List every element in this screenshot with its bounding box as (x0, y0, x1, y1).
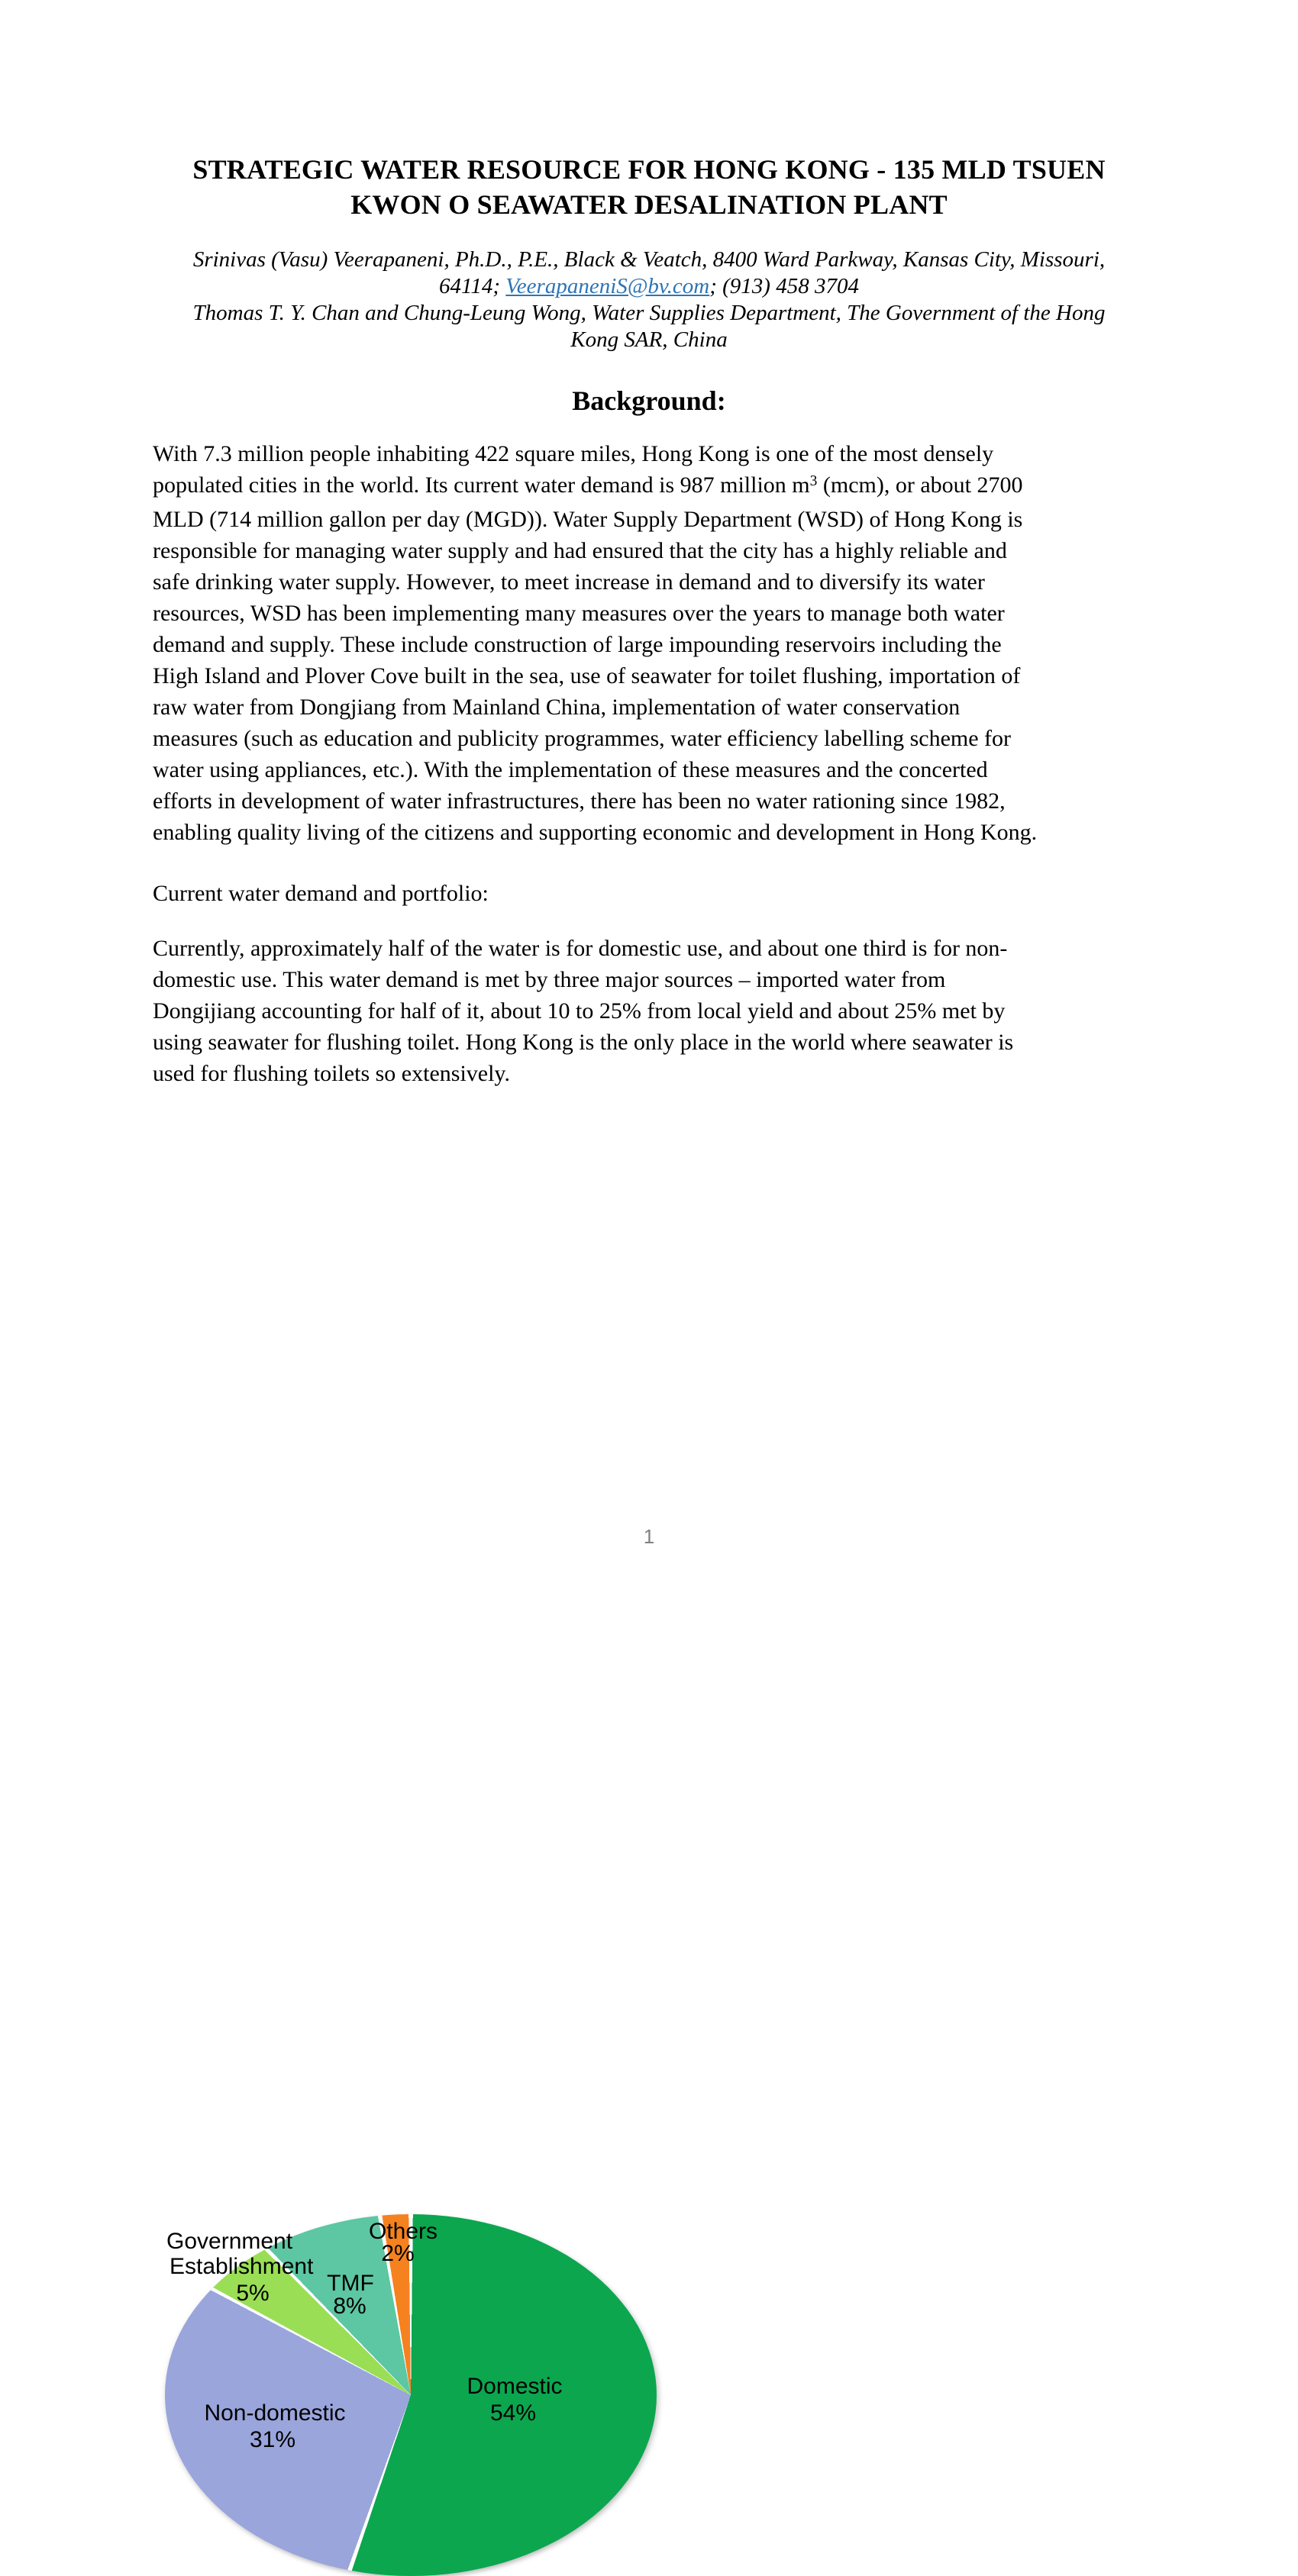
text-line (153, 535, 1168, 566)
text-segment: water using appliances, etc.). With the implementation of these measures and the concerted (153, 757, 988, 782)
pie-label-others: Others (368, 2219, 438, 2244)
text-line (153, 504, 1168, 535)
text-line (153, 964, 1168, 995)
text-line (0, 300, 1298, 327)
text-segment: using seawater for flushing toilet. Hong Kong is the only place in the world where seawater is (153, 1030, 1014, 1055)
text-line (0, 327, 1298, 353)
pie-value-domestic: 54% (489, 2400, 537, 2426)
text-line (0, 247, 1298, 273)
text-line (153, 995, 1168, 1027)
text-segment: efforts in development of water infrastructures, there has been no water rationing since 1982, (153, 788, 1006, 814)
pie-label-tmf: TMF (327, 2271, 374, 2296)
superscript: 3 (809, 473, 818, 490)
text-segment: Kong SAR, China (570, 327, 728, 352)
text-segment: raw water from Dongjiang from Mainland China, implementation of water conservation (153, 695, 961, 720)
text-line (153, 469, 1168, 504)
text-segment: ; (913) 458 3704 (709, 274, 859, 298)
text-line (153, 692, 1168, 723)
paper-title-line2: KWON O SEAWATER DESALINATION PLANT (350, 189, 948, 220)
demand-portfolio-paragraph (153, 933, 1168, 1089)
text-segment: MLD (714 million gallon per day (MGD)). Water Supply Department (WSD) of Hong Kong is (153, 507, 1023, 532)
pie-value-non-domestic: 31% (249, 2427, 296, 2452)
text-line (153, 1058, 1168, 1089)
text-line (153, 598, 1168, 629)
text-line (153, 660, 1168, 692)
section-heading-background: Background: (572, 385, 726, 416)
text-line (153, 723, 1168, 754)
text-segment: With 7.3 million people inhabiting 422 square miles, Hong Kong is one of the most densely (153, 441, 994, 466)
pie-value-tmf: 8% (333, 2294, 366, 2319)
text-segment: (mcm), or about 2700 (817, 472, 1023, 498)
pie-label-domestic: Domestic (467, 2374, 563, 2399)
text-line (153, 438, 1168, 469)
pie-value-government: 5% (236, 2281, 270, 2306)
pie-label-government-line2: Establishment (170, 2254, 314, 2279)
text-line (153, 566, 1168, 598)
author-block (0, 247, 1298, 353)
text-segment: used for flushing toilets so extensively. (153, 1061, 510, 1086)
text-line (153, 785, 1168, 817)
water-demand-pie-figure (0, 1091, 1298, 2452)
text-segment: enabling quality living of the citizens and supporting economic and development in Hong Kong. (153, 820, 1038, 845)
text-segment: Srinivas (Vasu) Veerapaneni, Ph.D., P.E., Black & Veatch, 8400 Ward Parkway, Kansas City, Missouri, (192, 247, 1106, 272)
subheading-current-water-demand: Current water demand and portfolio: (153, 881, 489, 906)
text-segment: safe drinking water supply. However, to meet increase in demand and to diversify its water (153, 569, 985, 595)
text-segment: demand and supply. These include construction of large impounding reservoirs including the (153, 632, 1002, 657)
background-paragraph (153, 438, 1168, 848)
text-segment: measures (such as education and publicity programmes, water efficiency labelling scheme for (153, 726, 1012, 751)
text-segment: Dongijiang accounting for half of it, about 10 to 25% from local yield and about 25% met by (153, 998, 1006, 1024)
text-line (153, 629, 1168, 660)
email-link[interactable]: VeerapaneniS@bv.com (505, 274, 710, 298)
text-segment: populated cities in the world. Its current water demand is 987 million m (153, 472, 810, 498)
paper-title-line1: STRATEGIC WATER RESOURCE FOR HONG KONG - 135 MLD TSUEN (192, 154, 1106, 185)
text-segment: domestic use. This water demand is met by three major sources – imported water from (153, 967, 946, 992)
text-segment: High Island and Plover Cove built in the sea, use of seawater for toilet flushing, importation of (153, 663, 1021, 688)
pie-label-non-domestic: Non-domestic (204, 2400, 346, 2426)
text-segment: Thomas T. Y. Chan and Chung-Leung Wong, Water Supplies Department, The Government of the Hong (192, 301, 1106, 325)
text-segment: resources, WSD has been implementing many measures over the years to manage both water (153, 601, 1005, 626)
text-segment: responsible for managing water supply and had ensured that the city has a highly reliable and (153, 538, 1007, 563)
text-line (153, 933, 1168, 964)
text-segment: Currently, approximately half of the water is for domestic use, and about one third is for non- (153, 936, 1008, 961)
pie-label-government-line1: Government (166, 2229, 293, 2254)
page-number: 1 (643, 1525, 655, 1548)
text-line (153, 1027, 1168, 1058)
text-line (0, 273, 1298, 300)
pie-value-others: 2% (381, 2241, 415, 2266)
text-line (153, 754, 1168, 785)
paper-title (0, 152, 1298, 222)
text-segment: 64114; (439, 274, 506, 298)
text-line (153, 817, 1168, 848)
